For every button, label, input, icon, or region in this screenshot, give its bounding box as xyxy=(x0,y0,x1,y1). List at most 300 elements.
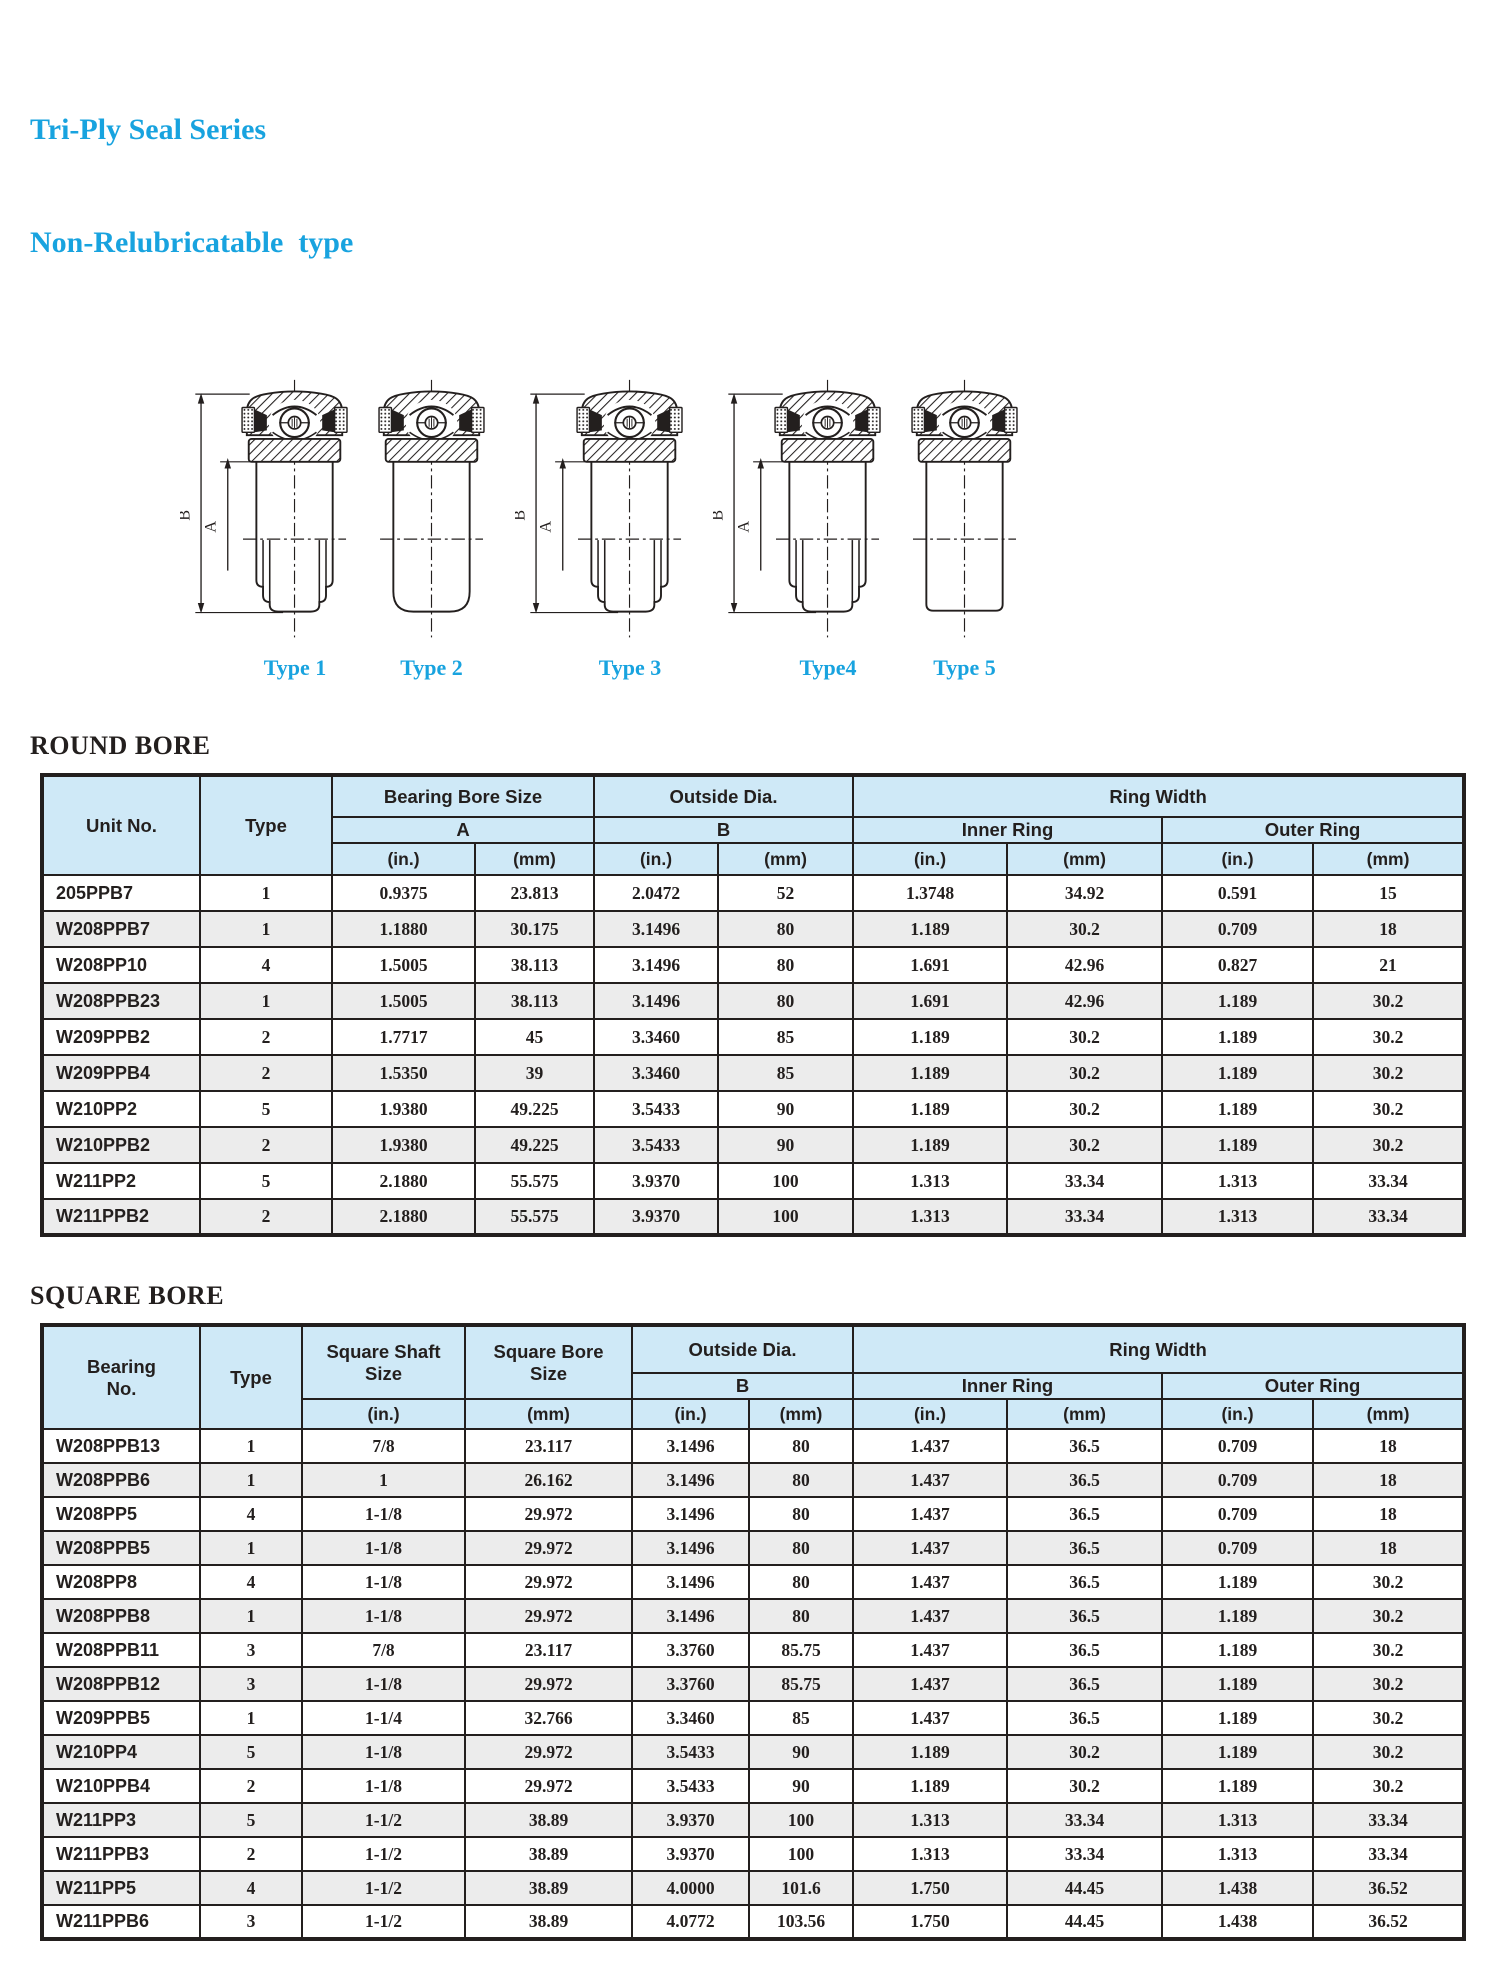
outer-ring-in-cell: 1.313 xyxy=(1162,1837,1313,1871)
round-bore-row xyxy=(42,875,1464,911)
type-cell: 2 xyxy=(200,1019,332,1055)
col-header-bearing-no xyxy=(42,1325,200,1429)
outer-ring-mm-cell: 30.2 xyxy=(1313,1633,1464,1667)
outer-ring-in-cell: 1.313 xyxy=(1162,1803,1313,1837)
col-header-outer-in: (in.) xyxy=(1162,843,1313,875)
bearing-no-cell: W211PP5 xyxy=(42,1871,200,1905)
bore-in-cell: 1.5005 xyxy=(332,983,475,1019)
bore-in-cell: 1.9380 xyxy=(332,1091,475,1127)
col-header-type: Type xyxy=(200,775,332,875)
inner-ring-in-cell: 1.437 xyxy=(853,1701,1007,1735)
outer-ring-in-cell: 1.189 xyxy=(1162,1055,1313,1091)
od-mm-cell: 85 xyxy=(718,1055,853,1091)
outer-ring-in-cell: 1.189 xyxy=(1162,1701,1313,1735)
bore-mm-cell: 29.972 xyxy=(465,1565,632,1599)
round-bore-row xyxy=(42,1055,1464,1091)
type5-label: Type 5 xyxy=(933,655,996,680)
outer-ring-in-cell: 0.709 xyxy=(1162,1463,1313,1497)
outer-ring-mm-cell: 30.2 xyxy=(1313,1735,1464,1769)
type-cell: 5 xyxy=(200,1803,302,1837)
inner-ring-mm-cell: 30.2 xyxy=(1007,1055,1162,1091)
od-in-cell: 3.5433 xyxy=(632,1769,749,1803)
od-mm-cell: 100 xyxy=(749,1803,853,1837)
od-mm-cell: 85.75 xyxy=(749,1633,853,1667)
type-cell: 1 xyxy=(200,1599,302,1633)
round-bore-row xyxy=(42,983,1464,1019)
type-cell: 2 xyxy=(200,1127,332,1163)
shaft-in-cell: 1 xyxy=(302,1463,465,1497)
inner-ring-in-cell: 1.3748 xyxy=(853,875,1007,911)
bore-mm-cell: 29.972 xyxy=(465,1667,632,1701)
od-in-cell: 3.9370 xyxy=(594,1163,718,1199)
outer-ring-in-cell: 0.827 xyxy=(1162,947,1313,983)
col-header-type: Type xyxy=(200,1325,302,1429)
inner-ring-mm-cell: 36.5 xyxy=(1007,1531,1162,1565)
inner-ring-mm-cell: 33.34 xyxy=(1007,1199,1162,1235)
outer-ring-in-cell: 0.709 xyxy=(1162,1497,1313,1531)
type-cell: 2 xyxy=(200,1769,302,1803)
col-header-bore-in: (in.) xyxy=(332,843,475,875)
bore-mm-cell: 49.225 xyxy=(475,1127,594,1163)
outer-ring-in-cell: 1.189 xyxy=(1162,1599,1313,1633)
inner-ring-in-cell: 1.313 xyxy=(853,1837,1007,1871)
od-in-cell: 2.0472 xyxy=(594,875,718,911)
od-mm-cell: 80 xyxy=(749,1531,853,1565)
type-cell: 5 xyxy=(200,1735,302,1769)
col-header-outside-dia: Outside Dia. xyxy=(632,1325,853,1373)
unit-no-cell: W208PPB7 xyxy=(42,911,200,947)
od-in-cell: 3.1496 xyxy=(632,1531,749,1565)
inner-ring-mm-cell: 36.5 xyxy=(1007,1667,1162,1701)
col-header-a: A xyxy=(332,817,594,843)
outer-ring-mm-cell: 30.2 xyxy=(1313,983,1464,1019)
col-header-outside-dia: Outside Dia. xyxy=(594,775,853,817)
outer-ring-in-cell: 1.189 xyxy=(1162,983,1313,1019)
outer-ring-mm-cell: 30.2 xyxy=(1313,1055,1464,1091)
inner-ring-in-cell: 1.189 xyxy=(853,1055,1007,1091)
square-bore-row xyxy=(42,1871,1464,1905)
od-mm-cell: 80 xyxy=(749,1429,853,1463)
inner-ring-in-cell: 1.313 xyxy=(853,1199,1007,1235)
type-cell: 5 xyxy=(200,1091,332,1127)
outer-ring-mm-cell: 18 xyxy=(1313,1429,1464,1463)
outer-ring-in-cell: 1.438 xyxy=(1162,1905,1313,1939)
outer-ring-in-cell: 0.709 xyxy=(1162,911,1313,947)
outer-ring-mm-cell: 15 xyxy=(1313,875,1464,911)
od-mm-cell: 90 xyxy=(749,1769,853,1803)
page-title xyxy=(30,36,1463,336)
square-bore-row xyxy=(42,1429,1464,1463)
inner-ring-in-cell: 1.437 xyxy=(853,1667,1007,1701)
type-cell: 1 xyxy=(200,1463,302,1497)
outer-ring-in-cell: 1.189 xyxy=(1162,1769,1313,1803)
col-header-b: B xyxy=(594,817,853,843)
od-mm-cell: 80 xyxy=(749,1463,853,1497)
od-mm-cell: 80 xyxy=(749,1565,853,1599)
outer-ring-in-cell: 1.438 xyxy=(1162,1871,1313,1905)
outer-ring-in-cell: 1.189 xyxy=(1162,1565,1313,1599)
outer-ring-mm-cell: 18 xyxy=(1313,1463,1464,1497)
col-header-inner-ring: Inner Ring xyxy=(853,817,1162,843)
inner-ring-in-cell: 1.189 xyxy=(853,1769,1007,1803)
round-bore-row xyxy=(42,1127,1464,1163)
od-mm-cell: 90 xyxy=(749,1735,853,1769)
outer-ring-in-cell: 0.709 xyxy=(1162,1429,1313,1463)
bore-mm-cell: 38.89 xyxy=(465,1905,632,1939)
unit-no-cell: W210PPB2 xyxy=(42,1127,200,1163)
bore-mm-cell: 29.972 xyxy=(465,1735,632,1769)
unit-no-cell: W211PPB2 xyxy=(42,1199,200,1235)
bore-mm-cell: 55.575 xyxy=(475,1163,594,1199)
bearing-no-cell: W208PPB8 xyxy=(42,1599,200,1633)
type-cell: 1 xyxy=(200,1429,302,1463)
outer-ring-mm-cell: 18 xyxy=(1313,911,1464,947)
od-in-cell: 3.3760 xyxy=(632,1667,749,1701)
bearing-no-cell: W208PPB13 xyxy=(42,1429,200,1463)
outer-ring-mm-cell: 33.34 xyxy=(1313,1163,1464,1199)
col-header-bearing-no-line1: Bearing xyxy=(87,1355,156,1377)
outer-ring-in-cell: 1.189 xyxy=(1162,1633,1313,1667)
square-bore-row xyxy=(42,1769,1464,1803)
page-title-line1: Tri-Ply Seal Series xyxy=(30,113,267,146)
bore-in-cell: 1.9380 xyxy=(332,1127,475,1163)
type-cell: 4 xyxy=(200,1565,302,1599)
od-in-cell: 3.5433 xyxy=(632,1735,749,1769)
type-cell: 1 xyxy=(200,911,332,947)
bore-in-cell: 1.1880 xyxy=(332,911,475,947)
outer-ring-mm-cell: 18 xyxy=(1313,1531,1464,1565)
inner-ring-in-cell: 1.691 xyxy=(853,983,1007,1019)
outer-ring-mm-cell: 21 xyxy=(1313,947,1464,983)
bore-mm-cell: 49.225 xyxy=(475,1091,594,1127)
type3-label: Type 3 xyxy=(598,655,662,680)
unit-no-cell: W211PP2 xyxy=(42,1163,200,1199)
bore-in-cell: 0.9375 xyxy=(332,875,475,911)
inner-ring-in-cell: 1.313 xyxy=(853,1803,1007,1837)
square-bore-row xyxy=(42,1565,1464,1599)
col-header-ring-width: Ring Width xyxy=(853,775,1464,817)
inner-ring-mm-cell: 36.5 xyxy=(1007,1701,1162,1735)
inner-ring-in-cell: 1.313 xyxy=(853,1163,1007,1199)
square-bore-row xyxy=(42,1667,1464,1701)
bore-mm-cell: 38.89 xyxy=(465,1803,632,1837)
type-cell: 4 xyxy=(200,947,332,983)
type-cell: 3 xyxy=(200,1667,302,1701)
inner-ring-mm-cell: 42.96 xyxy=(1007,947,1162,983)
inner-ring-mm-cell: 34.92 xyxy=(1007,875,1162,911)
col-header-outer-mm: (mm) xyxy=(1313,1399,1464,1429)
od-mm-cell: 85 xyxy=(718,1019,853,1055)
bearing-diagram-strip xyxy=(180,376,1463,681)
od-in-cell: 3.5433 xyxy=(594,1127,718,1163)
od-in-cell: 3.3760 xyxy=(632,1633,749,1667)
od-in-cell: 3.1496 xyxy=(594,983,718,1019)
inner-ring-mm-cell: 36.5 xyxy=(1007,1429,1162,1463)
type-cell: 3 xyxy=(200,1633,302,1667)
bore-mm-cell: 29.972 xyxy=(465,1599,632,1633)
col-header-square-shaft-size: Square Shaft Size xyxy=(302,1325,465,1399)
outer-ring-mm-cell: 30.2 xyxy=(1313,1599,1464,1633)
outer-ring-mm-cell: 30.2 xyxy=(1313,1127,1464,1163)
od-mm-cell: 90 xyxy=(718,1127,853,1163)
od-mm-cell: 80 xyxy=(749,1599,853,1633)
od-mm-cell: 85.75 xyxy=(749,1667,853,1701)
type-cell: 5 xyxy=(200,1163,332,1199)
unit-no-cell: W210PP2 xyxy=(42,1091,200,1127)
square-bore-header xyxy=(42,1325,1464,1429)
shaft-in-cell: 1-1/8 xyxy=(302,1667,465,1701)
bore-in-cell: 2.1880 xyxy=(332,1163,475,1199)
od-in-cell: 3.1496 xyxy=(632,1463,749,1497)
diagram-block-type3 xyxy=(515,376,683,681)
inner-ring-mm-cell: 36.5 xyxy=(1007,1463,1162,1497)
od-in-cell: 3.1496 xyxy=(594,947,718,983)
outer-ring-mm-cell: 36.52 xyxy=(1313,1905,1464,1939)
diagram-block-type2 xyxy=(378,376,485,681)
type-cell: 3 xyxy=(200,1905,302,1939)
outer-ring-mm-cell: 33.34 xyxy=(1313,1837,1464,1871)
outer-ring-in-cell: 1.313 xyxy=(1162,1199,1313,1235)
square-bore-row xyxy=(42,1735,1464,1769)
col-header-od-mm: (mm) xyxy=(718,843,853,875)
od-mm-cell: 100 xyxy=(749,1837,853,1871)
inner-ring-in-cell: 1.750 xyxy=(853,1871,1007,1905)
od-mm-cell: 100 xyxy=(718,1199,853,1235)
bore-mm-cell: 45 xyxy=(475,1019,594,1055)
type-cell: 1 xyxy=(200,1531,302,1565)
col-header-shaft-in: (in.) xyxy=(302,1399,465,1429)
col-header-outer-mm: (mm) xyxy=(1313,843,1464,875)
bore-mm-cell: 38.89 xyxy=(465,1871,632,1905)
od-in-cell: 3.1496 xyxy=(594,911,718,947)
square-bore-table xyxy=(40,1323,1466,1941)
inner-ring-in-cell: 1.437 xyxy=(853,1531,1007,1565)
inner-ring-mm-cell: 44.45 xyxy=(1007,1905,1162,1939)
shaft-in-cell: 1-1/8 xyxy=(302,1599,465,1633)
inner-ring-mm-cell: 30.2 xyxy=(1007,1019,1162,1055)
bore-mm-cell: 32.766 xyxy=(465,1701,632,1735)
bore-mm-cell: 30.175 xyxy=(475,911,594,947)
round-bore-row xyxy=(42,1019,1464,1055)
inner-ring-in-cell: 1.750 xyxy=(853,1905,1007,1939)
col-header-outer-in: (in.) xyxy=(1162,1399,1313,1429)
square-bore-row xyxy=(42,1497,1464,1531)
bearing-cross-section-type1-diagram xyxy=(180,376,348,645)
shaft-in-cell: 1-1/2 xyxy=(302,1871,465,1905)
od-in-cell: 3.9370 xyxy=(632,1803,749,1837)
type-cell: 4 xyxy=(200,1497,302,1531)
inner-ring-in-cell: 1.189 xyxy=(853,1019,1007,1055)
shaft-in-cell: 1-1/8 xyxy=(302,1531,465,1565)
shaft-in-cell: 1-1/8 xyxy=(302,1735,465,1769)
bearing-cross-section-type3-diagram xyxy=(515,376,683,645)
bore-in-cell: 1.7717 xyxy=(332,1019,475,1055)
round-bore-row xyxy=(42,911,1464,947)
od-in-cell: 3.3460 xyxy=(632,1701,749,1735)
outer-ring-in-cell: 1.189 xyxy=(1162,1127,1313,1163)
col-header-bore-mm: (mm) xyxy=(475,843,594,875)
bore-in-cell: 2.1880 xyxy=(332,1199,475,1235)
inner-ring-mm-cell: 30.2 xyxy=(1007,1127,1162,1163)
round-bore-row xyxy=(42,947,1464,983)
square-bore-row xyxy=(42,1463,1464,1497)
outer-ring-in-cell: 0.591 xyxy=(1162,875,1313,911)
bearing-no-cell: W208PPB6 xyxy=(42,1463,200,1497)
od-in-cell: 3.5433 xyxy=(594,1091,718,1127)
inner-ring-in-cell: 1.189 xyxy=(853,1091,1007,1127)
od-in-cell: 3.9370 xyxy=(594,1199,718,1235)
bore-mm-cell: 38.113 xyxy=(475,947,594,983)
round-bore-body xyxy=(42,875,1464,1235)
square-bore-body xyxy=(42,1429,1464,1939)
col-header-inner-in: (in.) xyxy=(853,843,1007,875)
outer-ring-in-cell: 1.189 xyxy=(1162,1667,1313,1701)
col-header-inner-mm: (mm) xyxy=(1007,843,1162,875)
col-header-square-bore-size: Square Bore Size xyxy=(465,1325,632,1399)
outer-ring-mm-cell: 30.2 xyxy=(1313,1091,1464,1127)
shaft-in-cell: 1-1/4 xyxy=(302,1701,465,1735)
col-header-od-in: (in.) xyxy=(632,1399,749,1429)
shaft-in-cell: 1-1/2 xyxy=(302,1905,465,1939)
page-title-line2: Non-Relubricatable type xyxy=(30,225,354,259)
square-bore-row xyxy=(42,1633,1464,1667)
shaft-in-cell: 1-1/2 xyxy=(302,1837,465,1871)
bearing-no-cell: W208PP5 xyxy=(42,1497,200,1531)
inner-ring-mm-cell: 44.45 xyxy=(1007,1871,1162,1905)
col-header-ring-width: Ring Width xyxy=(853,1325,1464,1373)
inner-ring-mm-cell: 30.2 xyxy=(1007,1735,1162,1769)
inner-ring-in-cell: 1.437 xyxy=(853,1565,1007,1599)
bore-mm-cell: 55.575 xyxy=(475,1199,594,1235)
inner-ring-mm-cell: 42.96 xyxy=(1007,983,1162,1019)
inner-ring-mm-cell: 36.5 xyxy=(1007,1497,1162,1531)
bearing-no-cell: W209PPB5 xyxy=(42,1701,200,1735)
unit-no-cell: W209PPB4 xyxy=(42,1055,200,1091)
col-header-outer-ring: Outer Ring xyxy=(1162,817,1464,843)
inner-ring-mm-cell: 36.5 xyxy=(1007,1599,1162,1633)
od-in-cell: 3.1496 xyxy=(632,1497,749,1531)
square-bore-row xyxy=(42,1701,1464,1735)
od-mm-cell: 80 xyxy=(718,983,853,1019)
shaft-in-cell: 7/8 xyxy=(302,1429,465,1463)
bore-in-cell: 1.5005 xyxy=(332,947,475,983)
outer-ring-mm-cell: 30.2 xyxy=(1313,1019,1464,1055)
inner-ring-in-cell: 1.437 xyxy=(853,1497,1007,1531)
bearing-no-cell: W211PPB3 xyxy=(42,1837,200,1871)
outer-ring-mm-cell: 30.2 xyxy=(1313,1769,1464,1803)
od-in-cell: 3.1496 xyxy=(632,1565,749,1599)
od-mm-cell: 85 xyxy=(749,1701,853,1735)
inner-ring-in-cell: 1.189 xyxy=(853,911,1007,947)
outer-ring-mm-cell: 30.2 xyxy=(1313,1667,1464,1701)
outer-ring-in-cell: 0.709 xyxy=(1162,1531,1313,1565)
bearing-no-cell: W208PPB11 xyxy=(42,1633,200,1667)
bore-mm-cell: 29.972 xyxy=(465,1769,632,1803)
unit-no-cell: W208PPB23 xyxy=(42,983,200,1019)
type4-label: Type4 xyxy=(799,655,857,680)
inner-ring-in-cell: 1.189 xyxy=(853,1735,1007,1769)
inner-ring-in-cell: 1.437 xyxy=(853,1429,1007,1463)
bearing-cross-section-type2-diagram xyxy=(378,376,485,645)
type1-label: Type 1 xyxy=(263,655,327,680)
inner-ring-in-cell: 1.189 xyxy=(853,1127,1007,1163)
bore-mm-cell: 23.813 xyxy=(475,875,594,911)
round-bore-row xyxy=(42,1199,1464,1235)
bearing-no-cell: W208PPB12 xyxy=(42,1667,200,1701)
od-mm-cell: 100 xyxy=(718,1163,853,1199)
od-mm-cell: 103.56 xyxy=(749,1905,853,1939)
outer-ring-in-cell: 1.313 xyxy=(1162,1163,1313,1199)
outer-ring-mm-cell: 33.34 xyxy=(1313,1199,1464,1235)
unit-no-cell: W208PP10 xyxy=(42,947,200,983)
inner-ring-mm-cell: 36.5 xyxy=(1007,1633,1162,1667)
outer-ring-mm-cell: 36.52 xyxy=(1313,1871,1464,1905)
od-in-cell: 4.0772 xyxy=(632,1905,749,1939)
bearing-no-cell: W208PPB5 xyxy=(42,1531,200,1565)
col-header-od-mm: (mm) xyxy=(749,1399,853,1429)
inner-ring-mm-cell: 33.34 xyxy=(1007,1803,1162,1837)
bearing-cross-section-type4-diagram xyxy=(713,376,881,645)
bore-mm-cell: 23.117 xyxy=(465,1429,632,1463)
outer-ring-mm-cell: 30.2 xyxy=(1313,1701,1464,1735)
type-cell: 2 xyxy=(200,1837,302,1871)
inner-ring-in-cell: 1.691 xyxy=(853,947,1007,983)
inner-ring-in-cell: 1.437 xyxy=(853,1599,1007,1633)
type-cell: 2 xyxy=(200,1055,332,1091)
type-cell: 4 xyxy=(200,1871,302,1905)
outer-ring-mm-cell: 18 xyxy=(1313,1497,1464,1531)
diagram-block-type4 xyxy=(713,376,881,681)
square-bore-row xyxy=(42,1531,1464,1565)
col-header-unit-no: Unit No. xyxy=(42,775,200,875)
bearing-cross-section-type5-diagram xyxy=(911,376,1018,645)
type-cell: 2 xyxy=(200,1199,332,1235)
inner-ring-mm-cell: 30.2 xyxy=(1007,1091,1162,1127)
square-bore-heading: SQUARE BORE xyxy=(30,1281,225,1310)
unit-no-cell: 205PPB7 xyxy=(42,875,200,911)
od-mm-cell: 90 xyxy=(718,1091,853,1127)
round-bore-row xyxy=(42,1163,1464,1199)
od-in-cell: 3.1496 xyxy=(632,1599,749,1633)
bore-in-cell: 1.5350 xyxy=(332,1055,475,1091)
outer-ring-in-cell: 1.189 xyxy=(1162,1091,1313,1127)
bore-mm-cell: 26.162 xyxy=(465,1463,632,1497)
bore-mm-cell: 38.89 xyxy=(465,1837,632,1871)
diagram-block-type1 xyxy=(180,376,348,681)
round-bore-table xyxy=(40,773,1466,1237)
shaft-in-cell: 1-1/8 xyxy=(302,1769,465,1803)
bore-mm-cell: 38.113 xyxy=(475,983,594,1019)
square-bore-row xyxy=(42,1837,1464,1871)
col-header-outer-ring: Outer Ring xyxy=(1162,1373,1464,1399)
inner-ring-mm-cell: 33.34 xyxy=(1007,1837,1162,1871)
col-header-bearing-bore-size: Bearing Bore Size xyxy=(332,775,594,817)
inner-ring-mm-cell: 36.5 xyxy=(1007,1565,1162,1599)
type-cell: 1 xyxy=(200,983,332,1019)
square-bore-row xyxy=(42,1803,1464,1837)
od-mm-cell: 101.6 xyxy=(749,1871,853,1905)
od-in-cell: 3.9370 xyxy=(632,1837,749,1871)
round-bore-header xyxy=(42,775,1464,875)
od-in-cell: 3.1496 xyxy=(632,1429,749,1463)
outer-ring-mm-cell: 33.34 xyxy=(1313,1803,1464,1837)
outer-ring-in-cell: 1.189 xyxy=(1162,1019,1313,1055)
square-bore-row xyxy=(42,1599,1464,1633)
bearing-no-cell: W211PPB6 xyxy=(42,1905,200,1939)
od-mm-cell: 80 xyxy=(749,1497,853,1531)
shaft-in-cell: 1-1/8 xyxy=(302,1497,465,1531)
bore-mm-cell: 39 xyxy=(475,1055,594,1091)
